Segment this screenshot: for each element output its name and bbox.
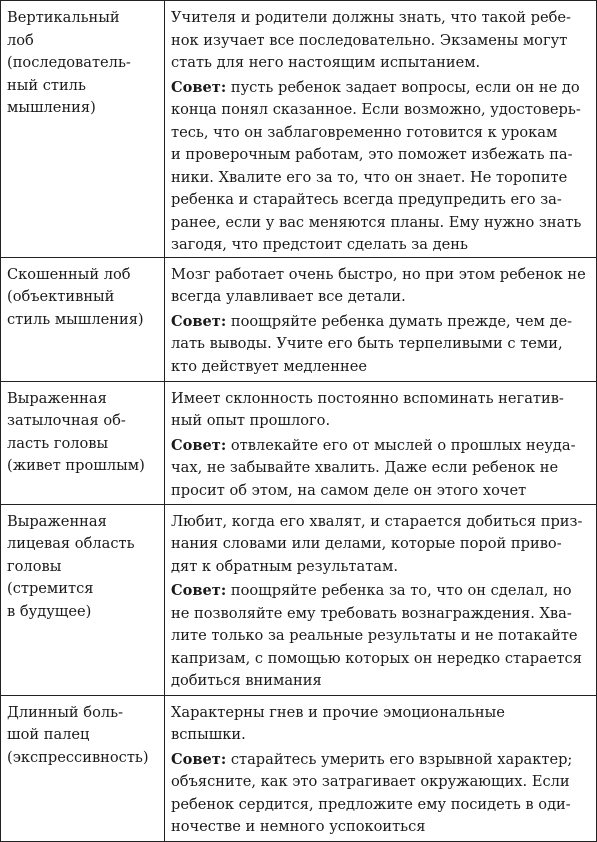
description-cell xyxy=(165,381,597,504)
description-text: Любит, когда его хвалят, и старается добиться приз- нания словами или делами, которые порой приво- дят к обратным результатам. xyxy=(171,512,583,575)
description-cell xyxy=(165,504,597,695)
description-text: Характерны гнев и прочие эмоциональные вспышки. xyxy=(171,703,505,743)
feature-text: Длинный боль- шой палец (экспрессивность) xyxy=(7,703,149,766)
advice-label: Совет: xyxy=(171,312,227,330)
advice-text: поощряйте ребенка за то, что он сделал, но не позволяйте ему требовать вознаграждения. Хва- лите только за реальные результаты и не потакайте капризам, с помощью которых он нередко старается добиться внимания xyxy=(171,582,582,689)
table-row xyxy=(1,1,597,258)
advice-text: пусть ребенок задает вопросы, если он не до конца понял сказанное. Если возможно, удостоверь- тесь, что он заблаговременно готовится к урокам и проверочным работам, это поможет избежать па- ники. Хвалите его за то, что он знает. Не торопите ребенка и старайтесь всегда предупредить его за- ранее, если у вас меняются планы. Ему нужно знать загодя, что предстоит сделать за день xyxy=(171,78,582,253)
advice-paragraph xyxy=(171,77,592,257)
description-text: Учителя и родители должны знать, что такой ребе- нок изучает все последовательно. Экзамены могут стать для него настоящим испытанием. xyxy=(171,9,571,71)
advice-label: Совет: xyxy=(171,78,227,96)
advice-label: Совет: xyxy=(171,750,227,768)
feature-cell xyxy=(1,504,165,695)
feature-cell xyxy=(1,381,165,504)
advice-text: отвлекайте его от мыслей о прошлых неуда- чах, не забывайте хвалить. Даже если ребенок не просит об этом, на самом деле он этого хочет xyxy=(171,436,576,499)
description-text: Имеет склонность постоянно вспоминать негатив- ный опыт прошлого. xyxy=(171,389,564,429)
feature-text: Выраженная лицевая область головы (стремится в будущее) xyxy=(7,512,135,620)
description-cell xyxy=(165,695,597,841)
description-text: Мозг работает очень быстро, но при этом ребенок не всегда улавливает все детали. xyxy=(171,265,586,305)
description-cell xyxy=(165,257,597,381)
advice-label: Совет: xyxy=(171,436,227,454)
advice-paragraph xyxy=(171,435,592,503)
advice-paragraph xyxy=(171,580,592,693)
description-cell xyxy=(165,1,597,258)
feature-text: Вертикальный лоб (последователь- ный стиль мышления) xyxy=(7,9,131,116)
table-row xyxy=(1,257,597,381)
advice-text: поощряйте ребенка думать прежде, чем де- лать выводы. Учите его быть терпеливыми с теми, кто действует медленнее xyxy=(171,312,573,375)
table-row xyxy=(1,504,597,695)
advice-text: старайтесь умерить его взрывной характер; объясните, как это затрагивает окружающих. Если ребенок сердится, предложите ему посидеть в оди- ночестве и немного успокоиться xyxy=(171,750,573,835)
advice-paragraph xyxy=(171,749,592,839)
feature-cell xyxy=(1,695,165,841)
traits-table-body xyxy=(1,1,597,842)
table-row xyxy=(1,695,597,841)
advice-paragraph xyxy=(171,311,592,379)
feature-text: Скошенный лоб (объективный стиль мышления) xyxy=(7,265,144,328)
feature-cell xyxy=(1,257,165,381)
table-row xyxy=(1,381,597,504)
advice-label: Совет: xyxy=(171,582,227,599)
feature-cell xyxy=(1,1,165,258)
feature-text: Выраженная затылочная об- ласть головы (живет прошлым) xyxy=(7,389,145,474)
